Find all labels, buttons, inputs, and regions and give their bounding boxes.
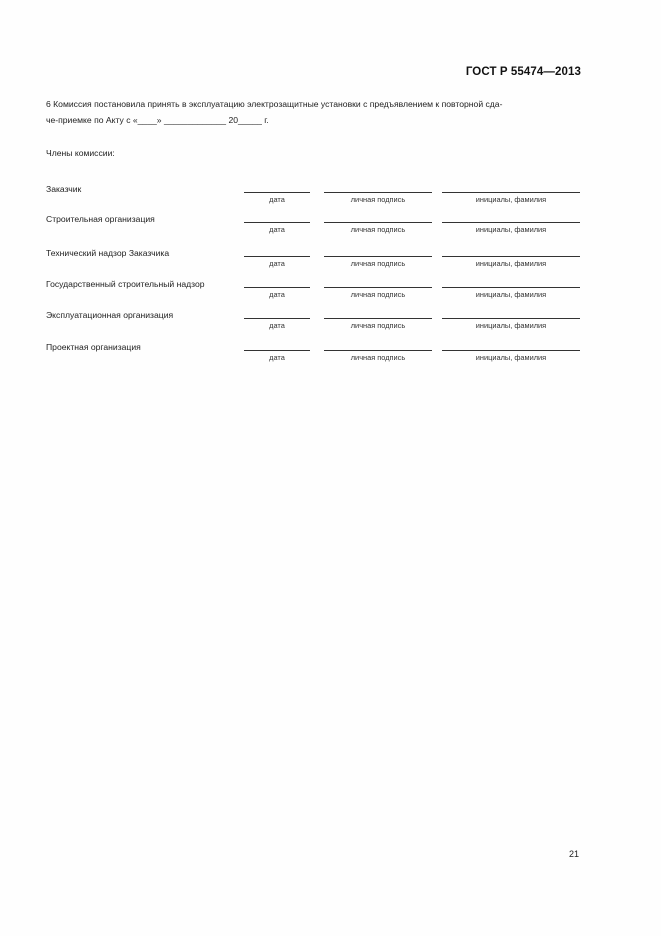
date-line <box>244 350 310 351</box>
page-number: 21 <box>568 849 579 859</box>
name-line <box>442 287 580 288</box>
signature-caption: личная подпись <box>350 259 406 268</box>
paragraph-line-2: че-приемке по Акту с «____» _____________ 20_____ г. <box>46 114 269 125</box>
organization-label: Заказчик <box>46 184 82 194</box>
organization-label: Строительная организация <box>46 214 155 224</box>
signature-line <box>324 222 432 223</box>
signature-line <box>324 350 432 351</box>
date-line <box>244 318 310 319</box>
name-caption: инициалы, фамилия <box>475 195 547 204</box>
signature-line <box>324 256 432 257</box>
name-caption: инициалы, фамилия <box>475 225 547 234</box>
signature-line <box>324 318 432 319</box>
date-caption: дата <box>269 259 285 268</box>
date-line <box>244 192 310 193</box>
organization-label: Проектная организация <box>46 342 141 352</box>
commission-members-label: Члены комиссии: <box>46 148 115 158</box>
name-line <box>442 192 580 193</box>
signature-caption: личная подпись <box>350 225 406 234</box>
name-line <box>442 318 580 319</box>
signature-caption: личная подпись <box>350 195 406 204</box>
commission-decision-paragraph <box>46 97 582 128</box>
signature-row-state-supervision <box>46 279 586 309</box>
signature-line <box>324 192 432 193</box>
name-line <box>442 350 580 351</box>
organization-label: Технический надзор Заказчика <box>46 248 170 258</box>
name-caption: инициалы, фамилия <box>475 353 547 362</box>
signature-caption: личная подпись <box>350 290 406 299</box>
name-caption: инициалы, фамилия <box>475 259 547 268</box>
date-caption: дата <box>269 290 285 299</box>
signature-caption: личная подпись <box>350 321 406 330</box>
signature-row-construction <box>46 214 586 244</box>
name-line <box>442 256 580 257</box>
date-caption: дата <box>269 195 285 204</box>
signature-caption: личная подпись <box>350 353 406 362</box>
organization-label: Эксплуатационная организация <box>46 310 174 320</box>
name-caption: инициалы, фамилия <box>475 321 547 330</box>
date-line <box>244 256 310 257</box>
date-line <box>244 222 310 223</box>
date-caption: дата <box>269 225 285 234</box>
signature-row-operating <box>46 310 586 340</box>
standard-header: ГОСТ Р 55474—2013 <box>465 66 581 78</box>
signature-row-design <box>46 342 586 372</box>
name-caption: инициалы, фамилия <box>475 290 547 299</box>
signature-line <box>324 287 432 288</box>
paragraph-line-1: 6 Комиссия постановила принять в эксплуатацию электрозащитные установки с предъявлением к повторной сда- <box>46 99 503 109</box>
signature-row-customer <box>46 184 586 214</box>
name-line <box>442 222 580 223</box>
date-caption: дата <box>269 321 285 330</box>
date-line <box>244 287 310 288</box>
date-caption: дата <box>269 353 285 362</box>
signature-row-technical-supervision <box>46 248 586 278</box>
organization-label: Государственный строительный надзор <box>46 279 205 289</box>
